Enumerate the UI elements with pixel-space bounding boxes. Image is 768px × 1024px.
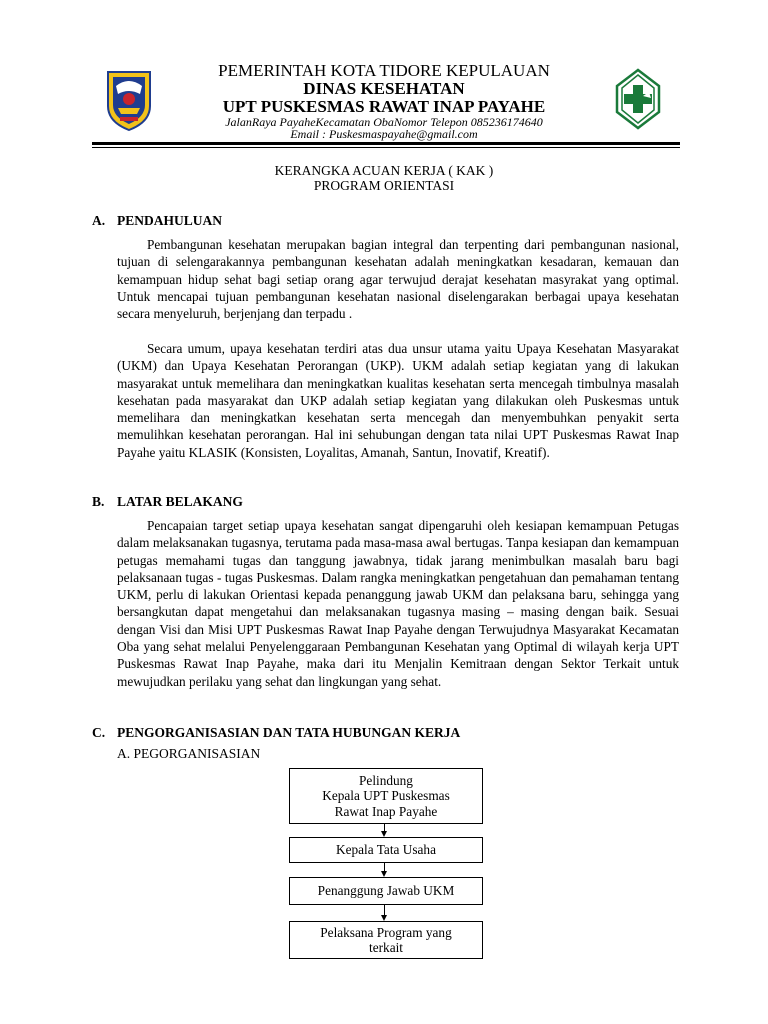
section-c-heading	[92, 725, 460, 741]
puskesmas-cross-icon	[615, 68, 661, 130]
letterhead-government: PEMERINTAH KOTA TIDORE KEPULAUAN	[218, 61, 550, 80]
org-box-pelaksana-line1: Pelaksana Program yang	[320, 924, 452, 940]
letterhead-rule-thick	[92, 142, 680, 145]
section-b-number: B.	[92, 494, 105, 509]
section-a-paragraph-1: Pembangunan kesehatan merupakan bagian integral dan terpenting dari pembangunan nasional, tujuan di selengarakannya pembangunan kesehatan adalah meningkatkan kesadaran, kemauan dan kemampuan hidup sehat bagi setiap orang agar terwujud derajat kesehatan masyrakat yang optimal. Untuk mencapai tujuan pembangunan kesehatan nasional diselengarakan berbagai upaya kesehatan secara menyeluruh, berjenjang dan terpadu .	[117, 237, 679, 322]
letterhead-address: JalanRaya PayaheKecamatan ObaNomor Telepon 085236174640	[225, 115, 543, 129]
letterhead-department: DINAS KESEHATAN	[303, 79, 465, 98]
document-title: KERANGKA ACUAN KERJA ( KAK )	[274, 163, 494, 178]
letterhead-institution: UPT PUSKESMAS RAWAT INAP PAYAHE	[222, 97, 546, 116]
section-a-heading	[92, 213, 222, 229]
section-b-heading	[92, 494, 243, 510]
org-box-pelindung-line1: Pelindung	[359, 772, 413, 788]
section-c-title: PENGORGANISASIAN DAN TATA HUBUNGAN KERJA	[117, 725, 461, 740]
section-a-paragraph-2: Secara umum, upaya kesehatan terdiri atas dua unsur utama yaitu Upaya Kesehatan Masyarakat (UKM) dan Upaya Kesehatan Perorangan (UKP). UKM adalah setiap kegiatan yang di lakukan masyarakat untuk memelihara dan meningkatkan kualitas kesehatan serta mencegah timbulnya masalah kesehatan pada masyarakat dan UKP adalah setiap kegiatan yang dilakukan oleh Puskesmas untuk memelihara dan meningkatkan kesehatan serta mencegah dan menyembuhkan penyakit serta memulihkan kesehatan perorangan. Hal ini sehubungan dengan tata nilai UPT Puskesmas Rawat Inap Payahe yaitu KLASIK (Konsisten, Loyalitas, Amanah, Santun, Inovatif, Kreatif).	[117, 341, 679, 460]
org-box-tata-usaha: Kepala Tata Usaha	[289, 837, 483, 863]
section-a-number: A.	[92, 213, 106, 228]
section-c-subheading: A. PEGORGANISASIAN	[117, 746, 261, 761]
section-c-number: C.	[92, 725, 106, 740]
org-box-pelaksana-line2: terkait	[369, 940, 403, 955]
org-box-penanggung-jawab: Penanggung Jawab UKM	[289, 877, 483, 905]
city-emblem-icon	[104, 66, 154, 132]
document-subtitle: PROGRAM ORIENTASI	[313, 178, 455, 193]
org-box-pelindung-line3: Rawat Inap Payahe	[334, 803, 438, 819]
letterhead-email: Email : Puskesmaspayahe@gmail.com	[290, 127, 478, 141]
org-box-pelindung-line2: Kepala UPT Puskesmas	[322, 788, 450, 804]
org-box-pelaksana	[289, 921, 483, 959]
org-box-pelindung	[289, 768, 483, 824]
section-a-title: PENDAHULUAN	[117, 213, 223, 228]
letterhead-rule-thin	[92, 147, 680, 148]
section-b-paragraph-1: Pencapaian target setiap upaya kesehatan sangat dipengaruhi oleh kesiapan kemampuan Petugas dalam melaksanakan tugasnya, terutama pada masa-masa awal bertugas. Tanpa kesiapan dan kemampuan petugas memahami tugas dan tanggung jawabnya, tidak jarang menimbulkan masalah baru bagi pelaksanaan tugas - tugas Puskesmas. Dalam rangka meningkatkan pengetahuan dan pemahaman tentang UKM, perlu di lakukan Orientasi kepada penanggung jawab UKM dan pelaksana baru, sehingga yang bersangkutan dapat mengetahui dan melaksanakan tugasnya masing – masing dengan baik. Sesuai dengan Visi dan Misi UPT Puskesmas Rawat Inap Payahe dengan Terwujudnya Masyarakat Kecamatan Oba yang sehat melalui Penyelenggaraan Pembangunan Kesehatan yang Optimal di wilayah kerja UPT Puskesmas Rawat Inap Payahe, maka dari itu Menjalin Kemitraan dengan Sektor Terkait untuk mewujudkan perilaku yang sehat dan lingkungan yang sehat.	[117, 518, 679, 689]
section-b-title: LATAR BELAKANG	[117, 494, 243, 509]
